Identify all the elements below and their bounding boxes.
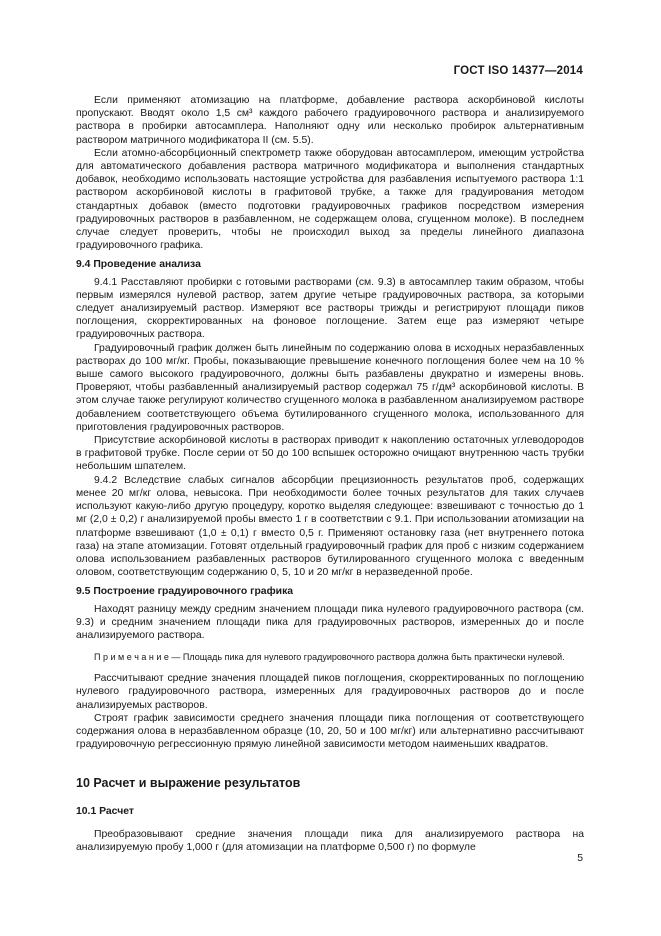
- paragraph: 9.4.2 Вследствие слабых сигналов абсорбции прецизионность результатов проб, содержащих менее 20 мг/кг олова, невысока. При необходимости более точных результатов для таких случаев используют какую-либо другую процедуру, коротко выделяя следующее: взвешивают с точностью до 1 мг (2,0 ± 0,2) г анализируемой пробы вместо 1 г в соответствии с 9.1. При использовании атомизации на платформе взвешивают (1,0 ± 0,1) г вместо 0,5 г. Применяют остановку газа (нет внутреннего потока газа) на этапе атомизации. Готовят отдельный градуировочный график для проб с низким содержанием олова использованием разбавленных растворов бутилированного сгущенного молока с введенным оловом, соответствующим содержанию 0, 5, 10 и 20 мг/кг в неразведенной пробе.: [76, 474, 584, 579]
- page-number: 5: [577, 853, 583, 864]
- paragraph: 9.4.1 Расставляют пробирки с готовыми растворами (см. 9.3) в автосамплер таким образом, чтобы первым измерялся нулевой раствор, затем другие четыре градуировочных раствора, за которыми следует анализируемый раствор. Измеряют все растворы трижды и регистрируют площади пиков поглощения, скорректированных на фоновое поглощение. Затем еще раз измеряют четыре градуировочных раствора.: [76, 276, 584, 341]
- paragraph: Присутствие аскорбиновой кислоты в растворах приводит к накоплению остаточных углеводородов в графитовой трубке. После серии от 50 до 100 вспышек осторожно очищают внутреннюю часть трубки небольшим шпателем.: [76, 435, 584, 473]
- paragraph: Находят разницу между средним значением площади пика нулевого градуировочного раствора (см. 9.3) и средним значением площади пика для градуировочных растворов, измеренных до и после анализируемого раствора.: [76, 603, 584, 641]
- paragraph: Если атомно-абсорбционный спектрометр также оборудован автосамплером, имеющим устройства для автоматического добавления раствора матричного модификатора и выполнения стандартных добавок, необходимо использовать настоящие устройства для разбавления испытуемого раствора 1:1 раствором аскорбиновой кислоты в графитовой трубке, а также для градуирования методом стандартных добавок (вместо подготовки градуировочных графиков посредством измерения градуировочных растворов в разбавленном, не содержащем олова, сгущенном молоке). В последнем случае следует проверить, чтобы не происходил выход за пределы линейного диапазона градуировочного графика.: [76, 147, 584, 252]
- paragraph: Преобразовывают средние значения площади пика для анализируемого раствора на анализируемую пробу 1,000 г (для атомизации на платформе 0,500 г) по формуле: [76, 828, 584, 853]
- paragraph: Рассчитывают средние значения площадей пиков поглощения, скорректированных по поглощению нулевого градуировочного раствора, измеренных для градуировочных растворов до и после анализируемых растворов.: [76, 673, 584, 711]
- paragraph: Градуировочный график должен быть линейным по содержанию олова в исходных неразбавленных растворах до 100 мг/кг. Пробы, показывающие превышение конечного поглощения более чем на 10 % выше самого высокого градуировочного, должны быть разбавлены двукратно и измерены вновь. Проверяют, чтобы разбавленный анализируемый раствор содержал 75 г/дм³ аскорбиновой кислоты. В этом случае также регулируют количество сгущенного молока в разбавленном анализируемом растворе добавлением соответствующего объема бутилированного сгущенного молока, использованного для приготовления градуировочных растворов.: [76, 342, 584, 433]
- note: П р и м е ч а н и е — Площадь пика для нулевого градуировочного раствора должна быть практически нулевой.: [94, 652, 565, 663]
- paragraph: Строят график зависимости среднего значения площади пика поглощения от соответствующего содержания олова в неразбавленном образце (10, 20, 50 и 100 мг/кг) или альтернативно рассчитывают градуировочную регрессионную прямую линейной зависимости методом наименьших квадратов.: [76, 712, 584, 751]
- page-body: [76, 94, 584, 854]
- paragraph: Если применяют атомизацию на платформе, добавление раствора аскорбиновой кислоты пропускают. Вводят около 1,5 см³ каждого рабочего градуировочного раствора и анализируемого раствора в пробирки автосамплера. Наполняют одну или несколько пробирок альтернативным раствором матричного модификатора II (см. 5.5).: [76, 95, 584, 146]
- section-heading-9-5: 9.5 Построение градуировочного графика: [76, 586, 294, 598]
- document-id-header: ГОСТ ISO 14377—2014: [453, 65, 583, 77]
- section-heading-10: 10 Расчет и выражение результатов: [76, 776, 301, 791]
- section-heading-9-4: 9.4 Проведение анализа: [76, 259, 201, 271]
- section-heading-10-1: 10.1 Расчет: [76, 805, 134, 817]
